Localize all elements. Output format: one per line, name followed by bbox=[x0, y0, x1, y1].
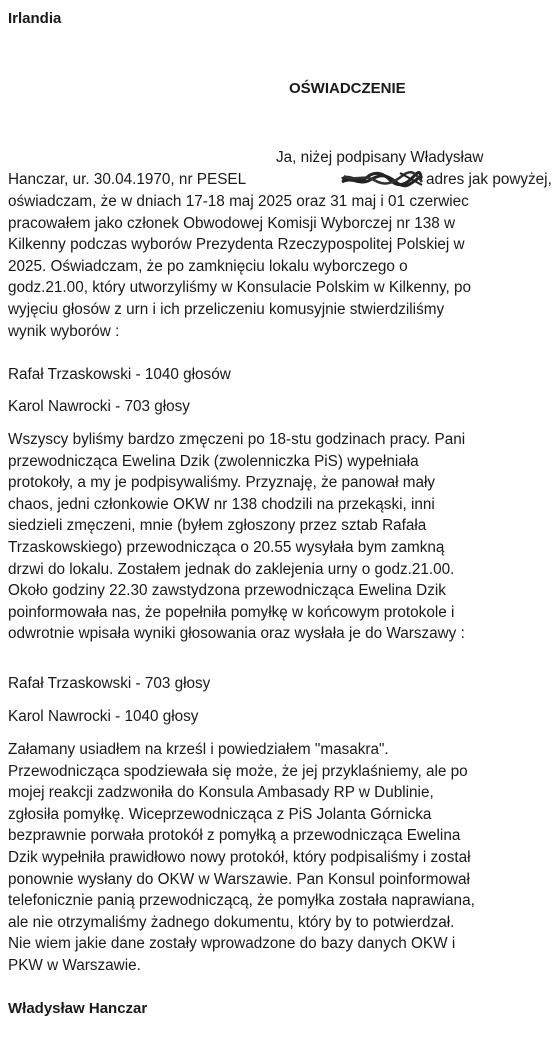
pesel-redaction-scribble bbox=[340, 170, 424, 188]
result-2-nawrocki: Karol Nawrocki - 1040 głosy bbox=[8, 708, 199, 725]
paragraph-3: Załamany usiadłem na krześl i powiedziałem "masakra". Przewodnicząca spodziewała się może, że jej przyklaśniemy, ale po mojej reakcji zadzwoniła do Konsula Ambasady RP w Dublinie, zgłosiła pomyłkę. Wiceprzewodnicząca z PiS Jolanta Górnicka bezprawnie porwała protokół z pomyłką a przewodnicząca Ewelina Dzik wypełniła prawidłowo nowy protokół, który podpisaliśmy i został ponownie wysłany do OKW w Warszawie. Pan Konsul poinformował telefonicznie panią przewodniczącą, że pomyłka została naprawiana, ale nie otrzymaliśmy żadnego dokumentu, który by to potwierdzał. Nie wiem jakie dane zostały wprowadzone do bazy danych OKW i PKW w Warszawie. bbox=[8, 741, 475, 974]
result-1-nawrocki: Karol Nawrocki - 703 głosy bbox=[8, 398, 190, 415]
document-title: OŚWIADCZENIE bbox=[289, 80, 406, 97]
country-heading: Irlandia bbox=[8, 10, 62, 27]
intro-line-1: Ja, niżej podpisany Władysław bbox=[276, 149, 484, 166]
result-1-trzaskowski: Rafał Trzaskowski - 1040 głosów bbox=[8, 366, 231, 383]
intro-paragraph: oświadczam, że w dniach 17-18 maj 2025 oraz 31 maj i 01 czerwiec pracowałem jako członek Obwodowej Komisji Wyborczej nr 138 w Kilkenny podczas wyborów Prezydenta Rzeczypospolitej Polskiej w 2025. Oświadczam, że po zamknięciu lokalu wyborczego o godz.21.00, który utworzyliśmy w Konsulacie Polskim w Kilkenny, po wyjęciu głosów z urn i ich przeliczeniu komusyjnie stwierdziliśmy wynik wyborów : bbox=[8, 193, 472, 340]
result-2-trzaskowski: Rafał Trzaskowski - 703 głosy bbox=[8, 675, 211, 692]
signature-name: Władysław Hanczar bbox=[8, 1000, 148, 1017]
intro-line-2-start: Hanczar, ur. 30.04.1970, nr PESEL bbox=[8, 171, 247, 188]
paragraph-2: Wszyscy byliśmy bardzo zmęczeni po 18-stu godzinach pracy. Pani przewodnicząca Ewelina Dzik (zwolenniczka PiS) wypełniała protokoły, a my je podpisywaliśmy. Przyznaję, że panował mały chaos, jedni członkowie OKW nr 138 chodzili na przekąski, inni siedzieli zmęczeni, mnie (byłem zgłoszony przez sztab Rafała Trzaskowskiego) przewodnicząca o 20.55 wysyłała bym zamkną drzwi do lokalu. Zostałem jednak do zaklejenia urny o godz.21.00. Około godziny 22.30 zawstydzona przewodnicząca Ewelina Dzik poinformowała nas, że popełniła pomyłkę w końcowym protokole i odwrotnie wpisała wyniki głosowania oraz wysłała je do Warszawy : bbox=[8, 431, 466, 643]
intro-line-2-end: adres jak powyżej, bbox=[426, 171, 552, 188]
